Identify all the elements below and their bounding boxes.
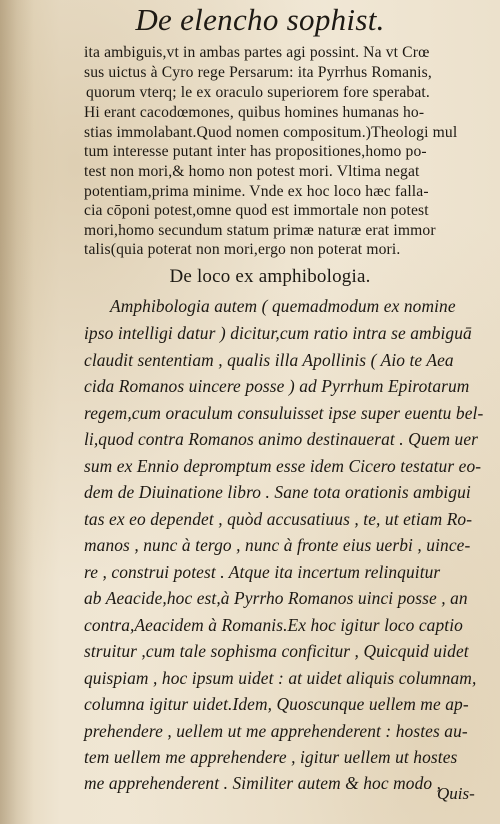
text-line: stias immolabant.Quod nomen compositum.)Theologi mul [84, 124, 458, 141]
text-line: quorum vterq; le ex oraculo superiorem fore sperabat. [86, 84, 430, 101]
running-head: De elencho sophist. [135, 2, 385, 37]
text-line: quispiam , hoc ipsum uidet : at uidet aliquis columnam, [84, 668, 477, 688]
text-line: sum ex Ennio depromptum esse idem Cicero testatur eo- [84, 456, 482, 476]
text-line: columna igitur uidet.Idem, Quoscunque uellem me ap- [84, 694, 469, 714]
text-line: mori,homo secundum statum primæ naturæ erat immor [84, 222, 436, 239]
text-line: potentiam,prima minime. Vnde ex hoc loco hæc falla- [84, 183, 429, 200]
text-line: cida Romanos uincere posse ) ad Pyrrhum Epirotarum [84, 376, 470, 396]
text-line: manos , nunc à tergo , nunc à fronte eius uerbi , uince- [84, 535, 471, 555]
text-line: struitur ,cum tale sophisma conficitur , Quicquid uidet [84, 641, 469, 661]
text-line: re , construi potest . Atque ita incertum relinquitur [84, 562, 441, 582]
text-line: talis(quia poterat non mori,ergo non poterat mori. [84, 241, 401, 258]
text-line: Hi erant cacodœmones, quibus homines humanas ho- [84, 104, 425, 121]
gutter-shadow [0, 0, 34, 824]
text-line: tem uellem me apprehendere , igitur uellem ut hostes [84, 747, 458, 767]
text-line: dem de Diuinatione libro . Sane tota orationis ambigui [84, 482, 471, 502]
catchword: Quis- [437, 784, 475, 803]
text-line: claudit sententiam , qualis illa Apollinis ( Aio te Aea [84, 350, 454, 370]
text-line: sus uictus à Cyro rege Persarum: ita Pyrrhus Romanis, [84, 64, 432, 81]
section-heading: De loco ex amphibologia. [169, 266, 371, 287]
text-line: li,quod contra Romanos animo destinauerat . Quem uer [84, 429, 479, 449]
text-line: test non mori,& homo non potest mori. Vltima negat [84, 163, 420, 180]
text-line: regem,cum oraculum consuluisset ipse super euentu bel- [84, 403, 484, 423]
text-line: cia cōponi potest,omne quod est immortale non potest [84, 202, 429, 219]
text-line: me apprehenderent . Similiter autem & hoc modo , [84, 773, 442, 793]
text-line: prehendere , uellem ut me apprehenderent : hostes au- [84, 721, 468, 741]
text-line: ipso intelligi datur ) dicitur,cum ratio intra se ambiguā [84, 323, 472, 343]
text-line: ita ambiguis,vt in ambas partes agi possint. Na vt Crœ [84, 44, 430, 61]
text-line: Amphibologia autem ( quemadmodum ex nomine [110, 296, 456, 316]
text-line: tas ex eo dependet , quòd accusatiuus , te, ut etiam Ro- [84, 509, 473, 529]
text-line: tum interesse putant inter has propositiones,homo po- [84, 143, 427, 160]
text-line: ab Aeacide,hoc est,à Pyrrho Romanos uinci posse , an [84, 588, 468, 608]
text-line: contra,Aeacidem à Romanis.Ex hoc igitur loco captio [84, 615, 463, 635]
